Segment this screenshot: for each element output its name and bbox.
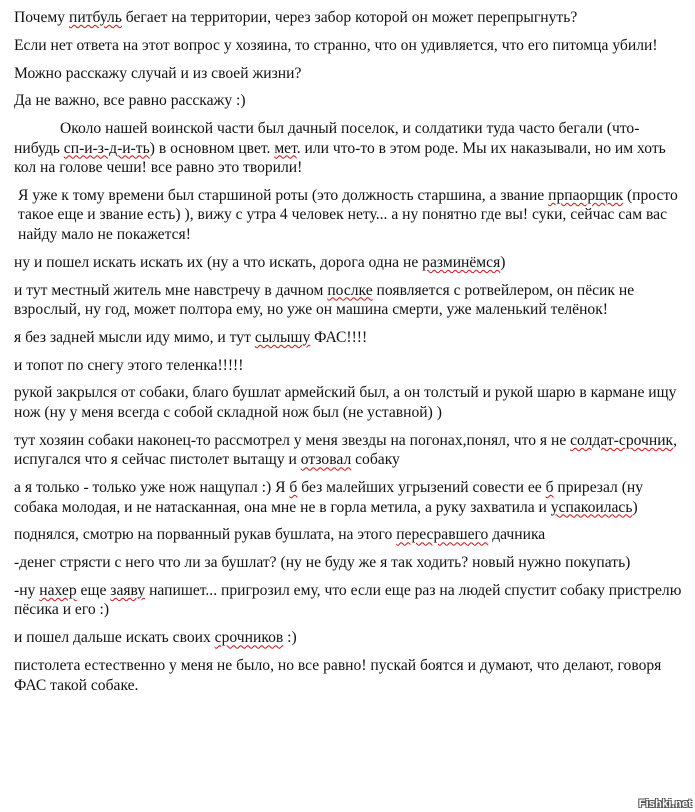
watermark-logo: Fishki.net	[638, 798, 692, 810]
paragraph	[14, 91, 685, 111]
text-run: собаку	[351, 451, 400, 469]
paragraph	[14, 186, 685, 245]
text-run: без малейших угрызений совести ее	[297, 479, 546, 497]
text-run: рукой закрылся от собаки, благо бушлат армейский был, а он толстый и рукой шарю в кармане ищу нож (ну у меня всегда с собой складной нож был (не уставной) )	[14, 384, 677, 421]
text-run: ФАС!!!!	[310, 328, 368, 346]
text-run: . или что-то в этом роде. Мы их наказывали, но им хоть кол на голове чеши! все равно это творили!	[14, 139, 666, 177]
misspelled-word: б	[545, 479, 554, 497]
paragraph	[14, 383, 685, 422]
misspelled-word: солдат-срочник	[570, 431, 674, 449]
text-run: бегает на территории, через забор которой он может перепрыгнуть?	[121, 9, 578, 26]
misspelled-word: разминёмся	[422, 253, 501, 271]
misspelled-word: сылышу	[254, 328, 311, 346]
text-run: -ну	[14, 581, 40, 599]
misspelled-word: заяву	[110, 581, 146, 599]
text-run: ну и пошел искать искать их (ну а что искать, дорога одна не	[14, 253, 423, 271]
text-run: ) в основном цвет.	[149, 139, 275, 157]
text-run: )	[500, 253, 506, 271]
paragraph	[14, 328, 685, 348]
text-run: Да не важно, все равно расскажу :)	[14, 92, 246, 110]
paragraph	[14, 553, 685, 573]
text-run: Если нет ответа на этот вопрос у хозяина, то странно, что он удивляется, что его питомца убили!	[14, 36, 658, 54]
misspelled-word: послке	[327, 281, 373, 299]
text-run: и тут местный житель мне навстречу в дачном	[14, 281, 328, 299]
text-run: дачника	[488, 526, 546, 544]
text-run: Почему	[14, 9, 69, 26]
misspelled-word: отзовал	[300, 451, 352, 469]
paragraph	[14, 119, 685, 178]
text-run: пистолета естественно у меня не было, но все равно! пускай боятся и думают, что делают, говоря ФАС такой собаке.	[14, 657, 662, 694]
text-run: и топот по снегу этого теленка!!!!!	[14, 356, 244, 374]
paragraph	[14, 628, 685, 648]
paragraph	[14, 64, 685, 84]
text-run: (просто такое еще и звание есть) ), вижу с утра 4 человек нету... а ну понятно где вы! суки, сейчас сам вас найду мало не покажется!	[18, 186, 678, 243]
text-run: напишет... пригрозил ему, что если еще раз на людей спустит собаку пристрелю пёсика и его :)	[14, 581, 682, 619]
text-run: Я уже к тому времени был старшиной роты (это должность старшина, а звание	[18, 186, 549, 204]
paragraph	[14, 253, 685, 273]
paragraph	[14, 581, 685, 620]
paragraph	[14, 8, 685, 28]
misspelled-word: успакоилась	[550, 498, 633, 516]
misspelled-word: прпаорщик	[548, 186, 624, 204]
misspelled-word: мет	[274, 139, 297, 157]
misspelled-word: нахер	[39, 581, 77, 599]
text-run: , испугался что я сейчас пистолет вытащу и	[14, 431, 678, 469]
text-run: и пошел дальше искать своих	[14, 629, 215, 647]
text-run: прирезал (ну собака молодая, и не натасканная, она мне не в горла метила, а руку захватила и	[14, 479, 644, 516]
text-run: Можно расскажу случай и из своей жизни?	[14, 64, 302, 82]
paragraph	[14, 656, 685, 695]
text-run: а я только - только уже нож нащупал :) Я	[14, 479, 290, 497]
text-run: )	[632, 498, 638, 516]
misspelled-word: срочников	[214, 629, 284, 647]
misspelled-word: сп-и-з-д-и-ть	[63, 139, 150, 157]
paragraph	[14, 431, 685, 470]
text-run: Около нашей воинской части был дачный поселок, и солдатики туда часто бегали (что-нибудь	[14, 120, 640, 157]
text-run: появляется с ротвейлером, он пёсик не взрослый, ну год, может полтора ему, но уже он машина смерти, уже маленький телёнок!	[14, 281, 635, 319]
paragraph	[14, 478, 685, 517]
paragraph	[14, 356, 685, 376]
text-run: :)	[283, 629, 297, 647]
text-run: тут хозяин собаки наконец-то рассмотрел у меня звезды на погонах,понял, что я не	[14, 431, 571, 449]
text-run: -денег стрясти с него что ли за бушлат? (ну не буду же я так ходить? новый нужно покупать)	[14, 554, 631, 572]
misspelled-word: пересравшего	[396, 526, 489, 544]
misspelled-word: б	[289, 479, 298, 497]
paragraph	[14, 36, 685, 56]
text-run: поднялся, смотрю на порванный рукав бушлата, на этого	[14, 526, 397, 544]
text-run: я без задней мысли иду мимо, и тут	[14, 328, 255, 346]
misspelled-word: питбуль	[68, 9, 122, 26]
paragraph	[14, 525, 685, 545]
paragraph	[14, 281, 685, 320]
text-run: еще	[76, 581, 111, 599]
